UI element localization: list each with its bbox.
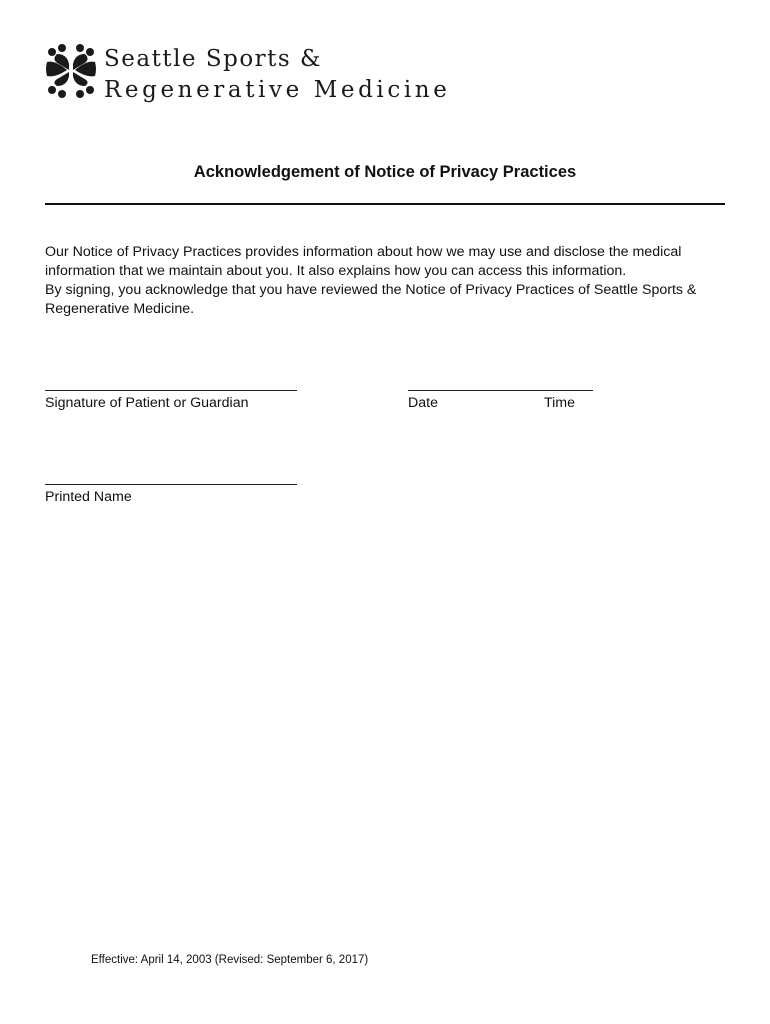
organization-name [104, 44, 450, 106]
document-body [45, 243, 730, 319]
body-paragraph-1: Our Notice of Privacy Practices provides information about how we may use and disclose the medical information that we maintain about you. It also explains how you can access this information. [45, 244, 682, 279]
date-time-field[interactable] [408, 390, 593, 411]
effective-date-footer: Effective: April 14, 2003 (Revised: September 6, 2017) [91, 954, 369, 966]
printed-name-label: Printed Name [45, 489, 132, 505]
document-title: Acknowledgement of Notice of Privacy Practices [193, 163, 577, 181]
org-name-line1: Seattle Sports & [104, 46, 322, 72]
signature-label: Signature of Patient or Guardian [45, 395, 249, 411]
signature-field[interactable] [45, 390, 297, 411]
time-label: Time [544, 395, 576, 411]
printed-name-field[interactable] [45, 484, 297, 505]
date-time-line[interactable] [408, 390, 593, 391]
signature-line[interactable] [45, 390, 297, 391]
date-label: Date [408, 395, 438, 411]
body-paragraph-2: By signing, you acknowledge that you have reviewed the Notice of Privacy Practices of Seattle Sports & Regenerative Medicine. [45, 282, 697, 317]
title-divider [45, 203, 725, 205]
org-name-line2: Regenerative Medicine [104, 77, 451, 103]
clinic-logo-icon [45, 44, 97, 98]
printed-name-line[interactable] [45, 484, 297, 485]
